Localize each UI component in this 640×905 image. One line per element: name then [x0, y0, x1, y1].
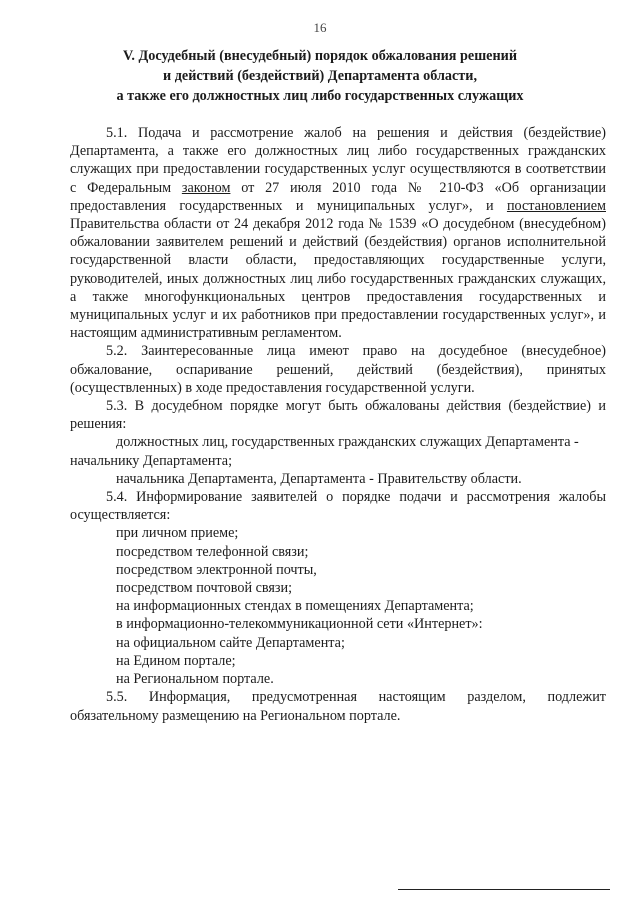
law-link[interactable]: законом [181, 179, 231, 196]
paragraph-5-1-part-a: 5.1. Подача и рассмотрение жалоб на решения и действия (бездействие) Департамента, а также его должностных лиц либо государственных гражданских служащих при предоставлении государственных услуг осуществляются в соответствии с Федеральным [70, 125, 606, 196]
list-item: посредством электронной почты, [116, 561, 317, 578]
list-item: на официальном сайте Департамента; [116, 634, 345, 651]
section-body [70, 124, 606, 725]
list-item: на информационных стендах в помещениях Департамента; [116, 598, 474, 615]
section-heading [70, 46, 570, 106]
heading-line-2: и действий (бездействий) Департамента области, [163, 68, 477, 84]
paragraph-5-1-part-c: Правительства области от 24 декабря 2012 года № 1539 «О досудебном (внесудебном) обжаловании заявителем решений и действий (бездействия) органов исполнительной государственной власти области, предоставляющих государственные услуги, руководителей, иных должностных лиц либо государственных гражданских служащих, а также многофункциональных центров предоставления государственных и муниципальных услуг и их работников при предоставлении государственных услуг», и настоящим административным регламентом. [70, 216, 606, 342]
heading-line-1: V. Досудебный (внесудебный) порядок обжалования решений [123, 48, 517, 64]
list-item: при личном приеме; [116, 525, 239, 542]
page-number: 16 [313, 20, 327, 35]
paragraph-5-4: 5.4. Информирование заявителей о порядке подачи и рассмотрения жалобы осуществляется: [70, 489, 606, 524]
paragraph-5-3: 5.3. В досудебном порядке могут быть обжалованы действия (бездействие) и решения: [70, 398, 606, 433]
list-item: посредством почтовой связи; [116, 580, 293, 597]
paragraph-5-5: 5.5. Информация, предусмотренная настоящим разделом, подлежит обязательному размещению на Региональном портале. [70, 689, 606, 724]
heading-line-3: а также его должностных лиц либо государственных служащих [116, 88, 524, 104]
list-item: посредством телефонной связи; [116, 543, 309, 560]
paragraph-5-2: 5.2. Заинтересованные лица имеют право на досудебное (внесудебное) обжалование, оспаривание решений, действий (бездействия), принятых (осуществленных) в ходе предоставления государственной услуги. [70, 343, 606, 396]
paragraph-5-1-part-b: от 27 июля 2010 года № 210-ФЗ «Об организации предоставления государственных и муниципальных услуг», и [70, 179, 606, 214]
list-item: в информационно-телекоммуникационной сети «Интернет»: [116, 616, 483, 633]
paragraph-5-1 [70, 124, 606, 342]
bottom-divider [398, 889, 610, 890]
resolution-link[interactable]: постановлением [506, 197, 606, 214]
list-item: на Региональном портале. [116, 671, 274, 688]
list-item: начальника Департамента, Департамента - Правительству области. [116, 470, 522, 487]
list-item: должностных лиц, государственных гражданских служащих Департамента - начальнику Департамента; [70, 434, 579, 469]
list-item: на Едином портале; [116, 652, 236, 669]
